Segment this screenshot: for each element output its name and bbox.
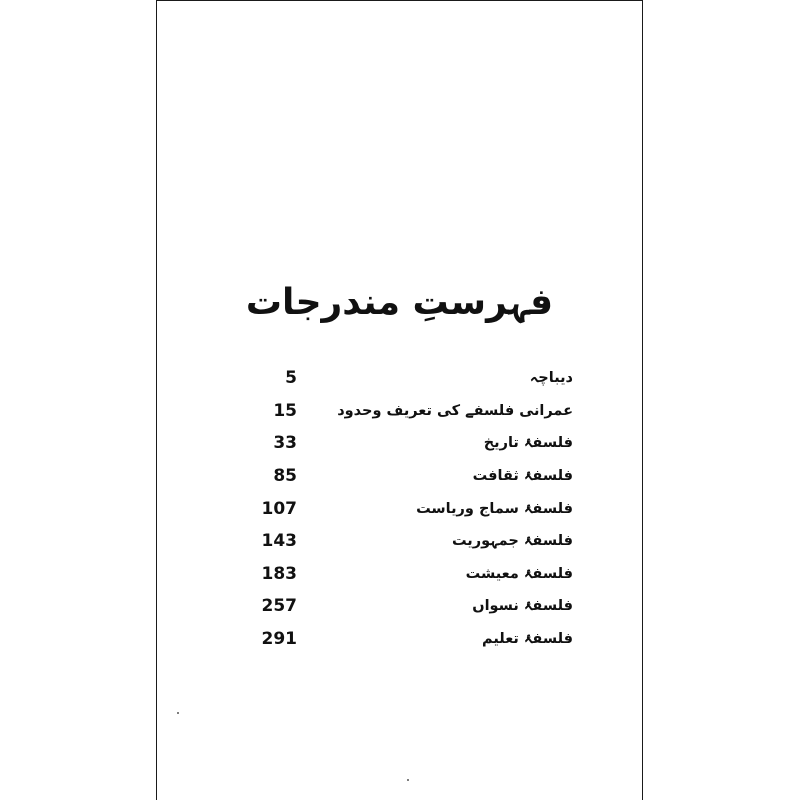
toc-entry-label: عمرانی فلسفے کی تعریف وحدود (337, 402, 573, 419)
toc-page-number: 33 (273, 433, 297, 454)
scan-speck (177, 712, 179, 714)
page-title: فہرستِ مندرجات (245, 282, 554, 323)
toc-entry-label: فلسفۂ نسواں (472, 598, 573, 615)
toc-row (253, 427, 573, 460)
book-page (156, 0, 643, 800)
scan-speck (407, 779, 409, 781)
toc-page-number: 5 (285, 368, 297, 389)
toc-entry-label: فلسفۂ معیشت (465, 565, 573, 582)
toc-entry-label: دیباچہ (529, 370, 573, 387)
toc-entry-label: فلسفۂ سماج وریاست (416, 500, 573, 517)
toc-page-number: 291 (261, 629, 297, 650)
toc-entry-label: فلسفۂ ثقافت (472, 468, 573, 485)
toc-page-number: 257 (261, 596, 297, 617)
toc-row (253, 362, 573, 395)
toc-row (253, 590, 573, 623)
toc-entry-label: فلسفۂ تعلیم (482, 631, 573, 648)
toc-row (253, 460, 573, 493)
toc-page-number: 107 (261, 498, 297, 519)
table-of-contents (253, 362, 573, 655)
top-border (157, 0, 642, 1)
toc-page-number: 15 (273, 400, 297, 421)
toc-entry-label: فلسفۂ تاریخ (483, 435, 573, 452)
toc-row (253, 492, 573, 525)
toc-page-number: 143 (261, 531, 297, 552)
toc-row (253, 525, 573, 558)
toc-row (253, 623, 573, 656)
toc-page-number: 183 (261, 563, 297, 584)
toc-row (253, 558, 573, 591)
toc-entry-label: فلسفۂ جمہوریت (451, 533, 573, 550)
toc-page-number: 85 (273, 466, 297, 487)
toc-row (253, 395, 573, 428)
